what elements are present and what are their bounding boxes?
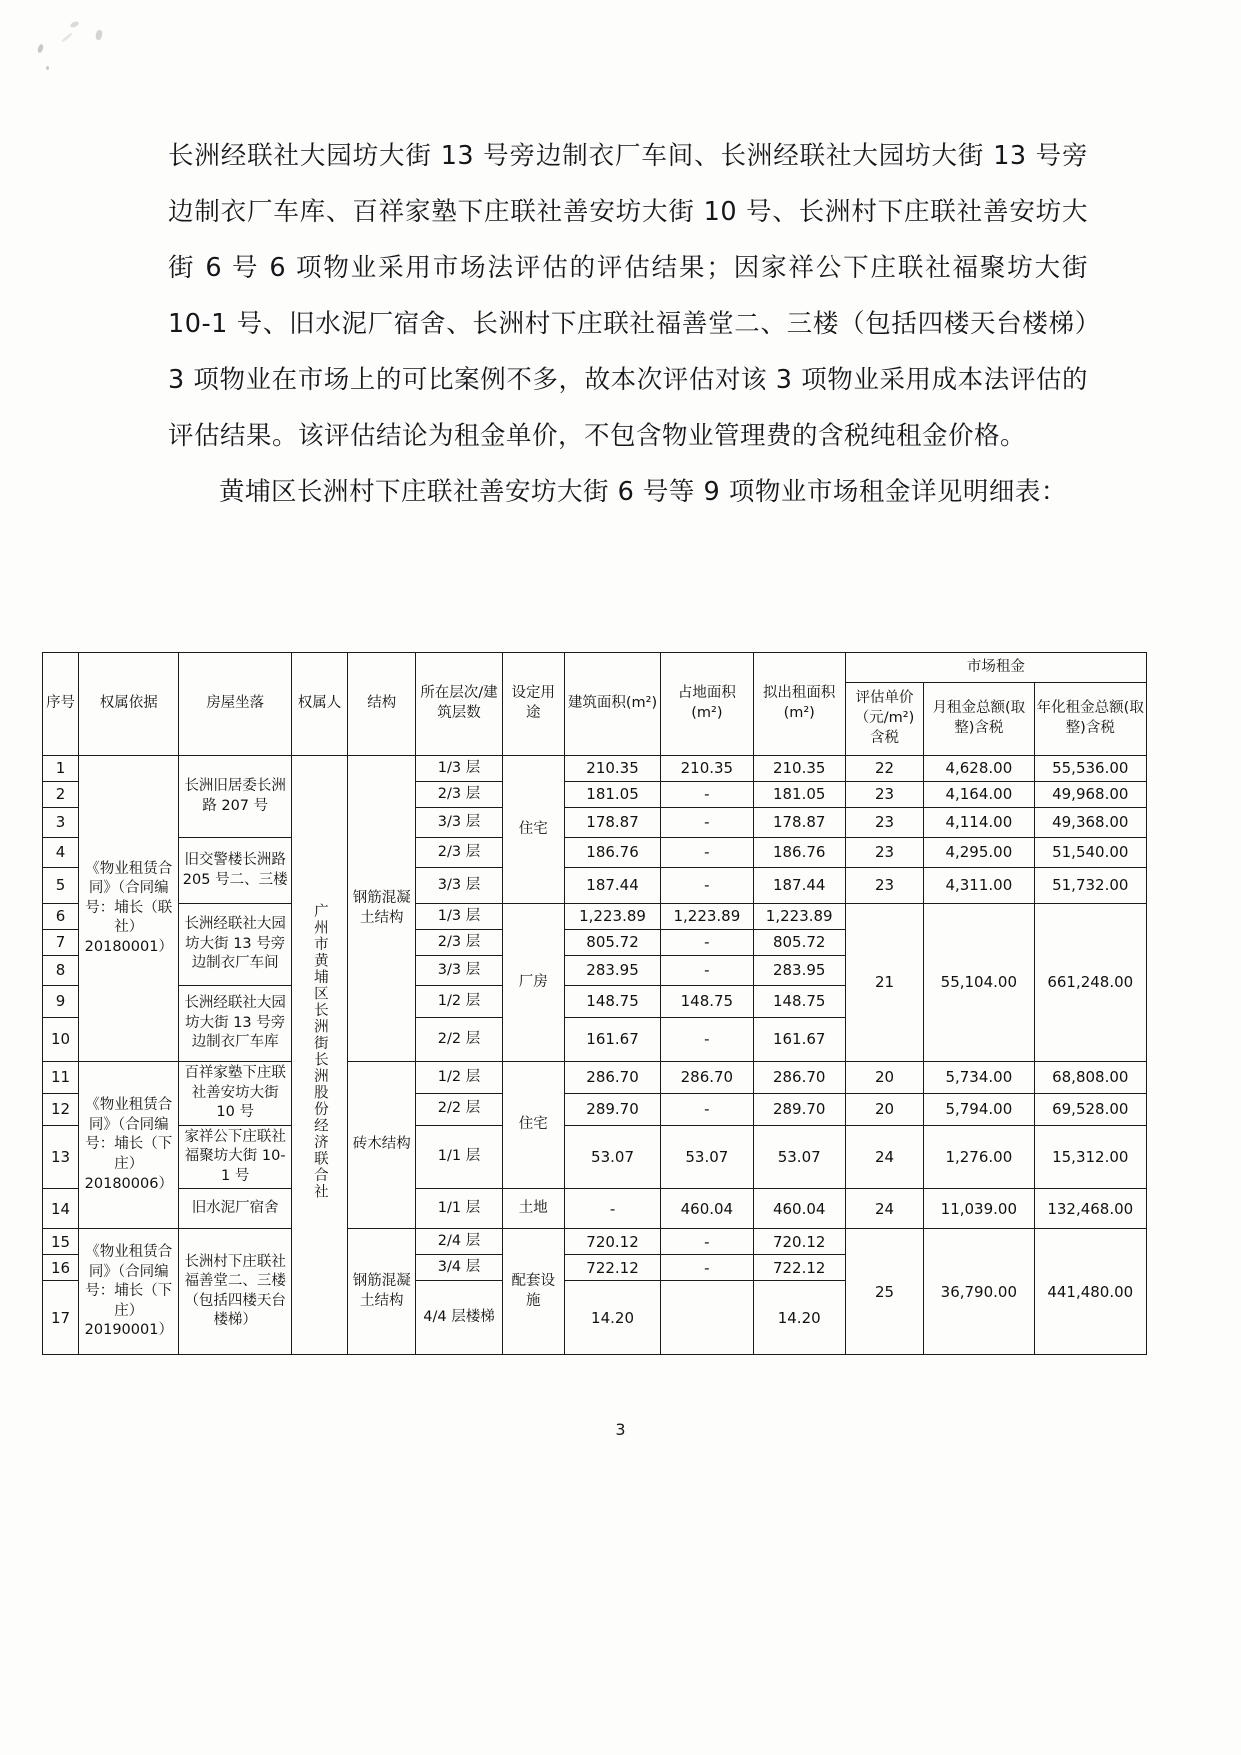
th-rent-area: 拟出租面积(m²)	[753, 653, 845, 756]
scan-speck-icon	[61, 32, 74, 43]
table-row	[43, 838, 1147, 868]
cell-month-total: 4,164.00	[924, 782, 1034, 808]
scan-speck-icon	[46, 66, 49, 70]
cell-build-area: 289.70	[564, 1093, 660, 1125]
cell-seq: 8	[43, 956, 79, 986]
cell-floor: 3/3 层	[416, 808, 502, 838]
scan-speck-icon	[69, 20, 79, 28]
cell-seq: 17	[43, 1281, 79, 1355]
cell-rent-area: 187.44	[753, 868, 845, 904]
cell-land-area: -	[661, 1093, 753, 1125]
cell-seq: 15	[43, 1229, 79, 1255]
cell-unit-price: 24	[845, 1125, 923, 1189]
cell-land-area: -	[661, 868, 753, 904]
cell-year-total: 132,468.00	[1034, 1189, 1146, 1229]
cell-build-area: 181.05	[564, 782, 660, 808]
cell-rent-area: 161.67	[753, 1018, 845, 1062]
cell-build-area: 161.67	[564, 1018, 660, 1062]
th-floor: 所在层次/建筑层数	[416, 653, 502, 756]
page-number: 3	[615, 1420, 626, 1439]
cell-address: 长洲经联社大园坊大街 13 号旁边制衣厂车库	[179, 986, 291, 1062]
cell-build-area: 53.07	[564, 1125, 660, 1189]
cell-rent-area: 186.76	[753, 838, 845, 868]
cell-floor: 2/4 层	[416, 1229, 502, 1255]
cell-floor: 1/3 层	[416, 756, 502, 782]
cell-floor: 1/1 层	[416, 1125, 502, 1189]
cell-land-area: 1,223.89	[661, 904, 753, 930]
table-row	[43, 1189, 1147, 1229]
cell-build-area: 722.12	[564, 1255, 660, 1281]
cell-structure: 钢筋混凝土结构	[348, 756, 416, 1062]
cell-seq: 2	[43, 782, 79, 808]
cell-year-total: 68,808.00	[1034, 1062, 1146, 1094]
cell-floor: 4/4 层楼梯	[416, 1281, 502, 1355]
th-seq: 序号	[43, 653, 79, 756]
table-row	[43, 1062, 1147, 1094]
table-row	[43, 1229, 1147, 1255]
cell-rent-area: 148.75	[753, 986, 845, 1018]
cell-floor: 3/3 层	[416, 956, 502, 986]
table-row	[43, 756, 1147, 782]
cell-owner: 广州市黄埔区长洲街长洲股份经济联合社	[291, 756, 347, 1355]
cell-floor: 1/2 层	[416, 986, 502, 1018]
cell-land-area: -	[661, 808, 753, 838]
cell-land-area: 286.70	[661, 1062, 753, 1094]
cell-year-total: 441,480.00	[1034, 1229, 1146, 1355]
cell-address: 长洲旧居委长洲路 207 号	[179, 756, 291, 838]
cell-month-total: 5,734.00	[924, 1062, 1034, 1094]
cell-structure: 砖木结构	[348, 1062, 416, 1229]
cell-rent-area: 720.12	[753, 1229, 845, 1255]
table-body	[43, 756, 1147, 1355]
cell-land-area: -	[661, 956, 753, 986]
cell-rent-area: 53.07	[753, 1125, 845, 1189]
cell-year-total: 49,368.00	[1034, 808, 1146, 838]
cell-seq: 9	[43, 986, 79, 1018]
cell-unit-price: 23	[845, 782, 923, 808]
cell-unit-price: 23	[845, 808, 923, 838]
cell-seq: 16	[43, 1255, 79, 1281]
cell-floor: 2/3 层	[416, 930, 502, 956]
cell-rent-area: 805.72	[753, 930, 845, 956]
paragraph-2: 黄埔区长洲村下庄联社善安坊大街 6 号等 9 项物业市场租金详见明细表：	[219, 477, 1067, 507]
cell-rent-area: 210.35	[753, 756, 845, 782]
body-text	[168, 128, 1088, 520]
cell-structure: 钢筋混凝土结构	[348, 1229, 416, 1355]
cell-use: 住宅	[502, 1062, 564, 1189]
cell-build-area: 186.76	[564, 838, 660, 868]
th-structure: 结构	[348, 653, 416, 756]
cell-address: 长洲村下庄联社福善堂二、三楼（包括四楼天台楼梯）	[179, 1229, 291, 1355]
th-build-area: 建筑面积(m²)	[564, 653, 660, 756]
cell-build-area: 178.87	[564, 808, 660, 838]
cell-month-total: 11,039.00	[924, 1189, 1034, 1229]
cell-seq: 12	[43, 1093, 79, 1125]
cell-build-area: -	[564, 1189, 660, 1229]
cell-seq: 7	[43, 930, 79, 956]
cell-floor: 2/2 层	[416, 1018, 502, 1062]
cell-land-area: -	[661, 930, 753, 956]
cell-build-area: 1,223.89	[564, 904, 660, 930]
market-rent-table-wrap	[42, 652, 1147, 1355]
cell-address: 家祥公下庄联社福聚坊大街 10-1 号	[179, 1125, 291, 1189]
cell-rent-area: 283.95	[753, 956, 845, 986]
cell-month-total: 55,104.00	[924, 904, 1034, 1062]
paragraph-1: 长洲经联社大园坊大街 13 号旁边制衣厂车间、长洲经联社大园坊大街 13 号旁边制衣厂车库、百祥家塾下庄联社善安坊大街 10 号、长洲村下庄联社善安坊大街 6 号 6 项物业采用市场法评估的评估结果；因家祥公下庄联社福聚坊大街 10-1 号、旧水泥厂宿舍、长洲村下庄联社福善堂二、三楼（包括四楼天台楼梯）3 项物业在市场上的可比案例不多，故本次评估对该 3 项物业采用成本法评估的评估结果。该评估结论为租金单价，不包含物业管理费的含税纯租金价格。	[168, 141, 1088, 451]
cell-unit-price: 21	[845, 904, 923, 1062]
cell-year-total: 69,528.00	[1034, 1093, 1146, 1125]
cell-build-area: 187.44	[564, 868, 660, 904]
cell-seq: 14	[43, 1189, 79, 1229]
cell-land-area: 210.35	[661, 756, 753, 782]
th-market-rent-group: 市场租金	[845, 653, 1146, 683]
th-basis: 权属依据	[79, 653, 179, 756]
table-row	[43, 904, 1147, 930]
th-month-total: 月租金总额(取整)含税	[924, 682, 1034, 755]
cell-rent-area: 181.05	[753, 782, 845, 808]
th-use: 设定用途	[502, 653, 564, 756]
cell-build-area: 148.75	[564, 986, 660, 1018]
cell-build-area: 805.72	[564, 930, 660, 956]
cell-rent-area: 286.70	[753, 1062, 845, 1094]
cell-year-total: 15,312.00	[1034, 1125, 1146, 1189]
cell-seq: 6	[43, 904, 79, 930]
cell-build-area: 14.20	[564, 1281, 660, 1355]
cell-build-area: 283.95	[564, 956, 660, 986]
cell-seq: 11	[43, 1062, 79, 1094]
cell-rent-area: 1,223.89	[753, 904, 845, 930]
cell-address: 旧水泥厂宿舍	[179, 1189, 291, 1229]
cell-month-total: 4,114.00	[924, 808, 1034, 838]
cell-rent-area: 722.12	[753, 1255, 845, 1281]
cell-month-total: 36,790.00	[924, 1229, 1034, 1355]
cell-land-area: -	[661, 1018, 753, 1062]
cell-use: 住宅	[502, 756, 564, 904]
cell-unit-price: 23	[845, 868, 923, 904]
cell-floor: 2/2 层	[416, 1093, 502, 1125]
cell-address: 百祥家塾下庄联社善安坊大街 10 号	[179, 1062, 291, 1126]
cell-build-area: 720.12	[564, 1229, 660, 1255]
cell-land-area: -	[661, 838, 753, 868]
cell-month-total: 4,628.00	[924, 756, 1034, 782]
cell-address: 旧交警楼长洲路 205 号二、三楼	[179, 838, 291, 904]
cell-land-area: 460.04	[661, 1189, 753, 1229]
cell-use: 配套设施	[502, 1229, 564, 1355]
th-year-total: 年化租金总额(取整)含税	[1034, 682, 1146, 755]
cell-year-total: 51,732.00	[1034, 868, 1146, 904]
th-land-area: 占地面积(m²)	[661, 653, 753, 756]
th-unit-price: 评估单价（元/m²)含税	[845, 682, 923, 755]
cell-rent-area: 178.87	[753, 808, 845, 838]
cell-land-area: -	[661, 782, 753, 808]
cell-month-total: 1,276.00	[924, 1125, 1034, 1189]
cell-seq: 1	[43, 756, 79, 782]
cell-year-total: 55,536.00	[1034, 756, 1146, 782]
th-address: 房屋坐落	[179, 653, 291, 756]
cell-seq: 5	[43, 868, 79, 904]
cell-unit-price: 20	[845, 1093, 923, 1125]
cell-unit-price: 23	[845, 838, 923, 868]
cell-month-total: 5,794.00	[924, 1093, 1034, 1125]
cell-basis: 《物业租赁合同》（合同编号：埔长（下庄）20190001）	[79, 1229, 179, 1355]
cell-basis: 《物业租赁合同》（合同编号：埔长（联社）20180001）	[79, 756, 179, 1062]
cell-land-area	[661, 1281, 753, 1355]
cell-build-area: 286.70	[564, 1062, 660, 1094]
scan-speck-icon	[37, 43, 45, 53]
table-row	[43, 1125, 1147, 1189]
cell-build-area: 210.35	[564, 756, 660, 782]
scan-speck-icon	[95, 29, 103, 40]
cell-year-total: 661,248.00	[1034, 904, 1146, 1062]
cell-floor: 2/3 层	[416, 838, 502, 868]
cell-use: 土地	[502, 1189, 564, 1229]
cell-seq: 10	[43, 1018, 79, 1062]
cell-floor: 3/3 层	[416, 868, 502, 904]
cell-rent-area: 289.70	[753, 1093, 845, 1125]
cell-address: 长洲经联社大园坊大街 13 号旁边制衣厂车间	[179, 904, 291, 986]
cell-unit-price: 25	[845, 1229, 923, 1355]
cell-land-area: 53.07	[661, 1125, 753, 1189]
cell-floor: 2/3 层	[416, 782, 502, 808]
cell-year-total: 51,540.00	[1034, 838, 1146, 868]
cell-land-area: -	[661, 1229, 753, 1255]
cell-seq: 4	[43, 838, 79, 868]
cell-land-area: -	[661, 1255, 753, 1281]
cell-rent-area: 460.04	[753, 1189, 845, 1229]
cell-unit-price: 20	[845, 1062, 923, 1094]
cell-month-total: 4,311.00	[924, 868, 1034, 904]
cell-unit-price: 22	[845, 756, 923, 782]
cell-basis: 《物业租赁合同》（合同编号：埔长（下庄）20180006）	[79, 1062, 179, 1229]
cell-seq: 13	[43, 1125, 79, 1189]
cell-month-total: 4,295.00	[924, 838, 1034, 868]
cell-floor: 1/3 层	[416, 904, 502, 930]
cell-floor: 1/1 层	[416, 1189, 502, 1229]
cell-year-total: 49,968.00	[1034, 782, 1146, 808]
table-header	[43, 653, 1147, 756]
cell-use: 厂房	[502, 904, 564, 1062]
cell-seq: 3	[43, 808, 79, 838]
cell-floor: 3/4 层	[416, 1255, 502, 1281]
cell-floor: 1/2 层	[416, 1062, 502, 1094]
cell-rent-area: 14.20	[753, 1281, 845, 1355]
cell-land-area: 148.75	[661, 986, 753, 1018]
th-owner: 权属人	[291, 653, 347, 756]
market-rent-table	[42, 652, 1147, 1355]
cell-unit-price: 24	[845, 1189, 923, 1229]
